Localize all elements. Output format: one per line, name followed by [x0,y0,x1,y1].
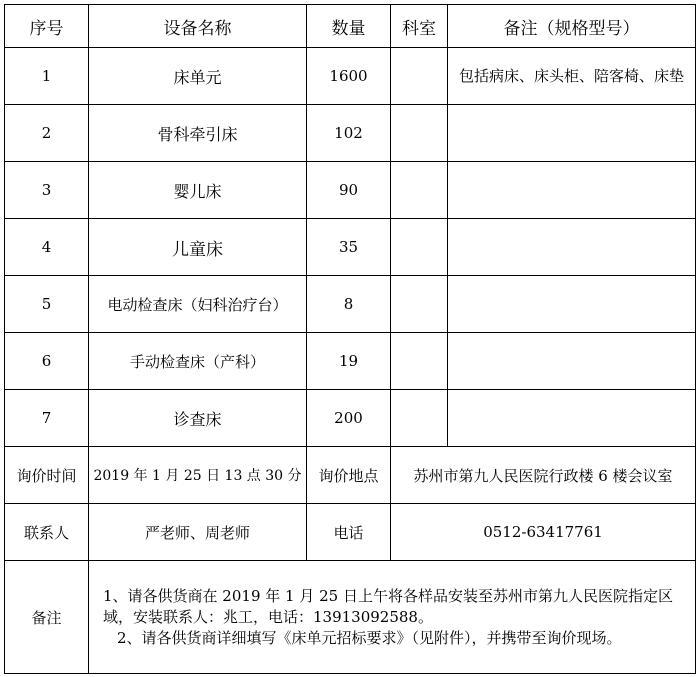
header-qty: 数量 [307,5,391,48]
item-qty: 8 [307,276,391,333]
header-no: 序号 [5,5,89,48]
equipment-table [4,4,696,674]
remarks-body [89,561,696,674]
item-note [448,105,696,162]
phone-label: 电话 [307,504,391,561]
table-row [5,162,696,219]
item-name: 婴儿床 [89,162,307,219]
inquiry-time-label: 询价时间 [5,447,89,504]
table-row [5,390,696,447]
table-row [5,219,696,276]
item-dept [391,219,448,276]
header-name: 设备名称 [89,5,307,48]
table-row [5,105,696,162]
item-name: 手动检查床（产科） [89,333,307,390]
item-no: 4 [5,219,89,276]
item-name: 儿童床 [89,219,307,276]
item-dept [391,333,448,390]
item-dept [391,48,448,105]
contact-label: 联系人 [5,504,89,561]
inquiry-row [5,447,696,504]
contact-value: 严老师、周老师 [89,504,307,561]
item-name: 诊查床 [89,390,307,447]
item-dept [391,162,448,219]
item-qty: 35 [307,219,391,276]
item-name: 骨科牵引床 [89,105,307,162]
item-name: 床单元 [89,48,307,105]
table-row [5,48,696,105]
inquiry-place-value: 苏州市第九人民医院行政楼 6 楼会议室 [391,447,696,504]
item-note: 包括病床、床头柜、陪客椅、床垫 [448,48,696,105]
item-no: 7 [5,390,89,447]
table-row [5,333,696,390]
item-no: 2 [5,105,89,162]
contact-row [5,504,696,561]
item-note [448,219,696,276]
inquiry-place-label: 询价地点 [307,447,391,504]
item-qty: 90 [307,162,391,219]
item-no: 6 [5,333,89,390]
item-dept [391,276,448,333]
item-qty: 1600 [307,48,391,105]
item-note [448,390,696,447]
remarks-line-2: 2、请各供货商详细填写《床单元招标要求》（见附件），并携带至询价现场。 [117,628,622,647]
item-note [448,162,696,219]
table-row [5,276,696,333]
item-dept [391,390,448,447]
item-qty: 19 [307,333,391,390]
header-row [5,5,696,48]
phone-value: 0512-63417761 [391,504,696,561]
item-name: 电动检查床（妇科治疗台） [89,276,307,333]
header-dept: 科室 [391,5,448,48]
item-no: 5 [5,276,89,333]
item-no: 3 [5,162,89,219]
remarks-label: 备注 [5,561,89,674]
item-no: 1 [5,48,89,105]
item-qty: 102 [307,105,391,162]
item-note [448,276,696,333]
header-note: 备注（规格型号） [448,5,696,48]
item-qty: 200 [307,390,391,447]
item-note [448,333,696,390]
remarks-line-1: 1、请各供货商在 2019 年 1 月 25 日上午将各样品安装至苏州市第九人民医院指定区域，安装联系人：兆工，电话：13913092588。 [103,586,673,626]
item-dept [391,105,448,162]
remarks-row [5,561,696,674]
inquiry-time-value: 2019 年 1 月 25 日 13 点 30 分 [89,447,307,504]
